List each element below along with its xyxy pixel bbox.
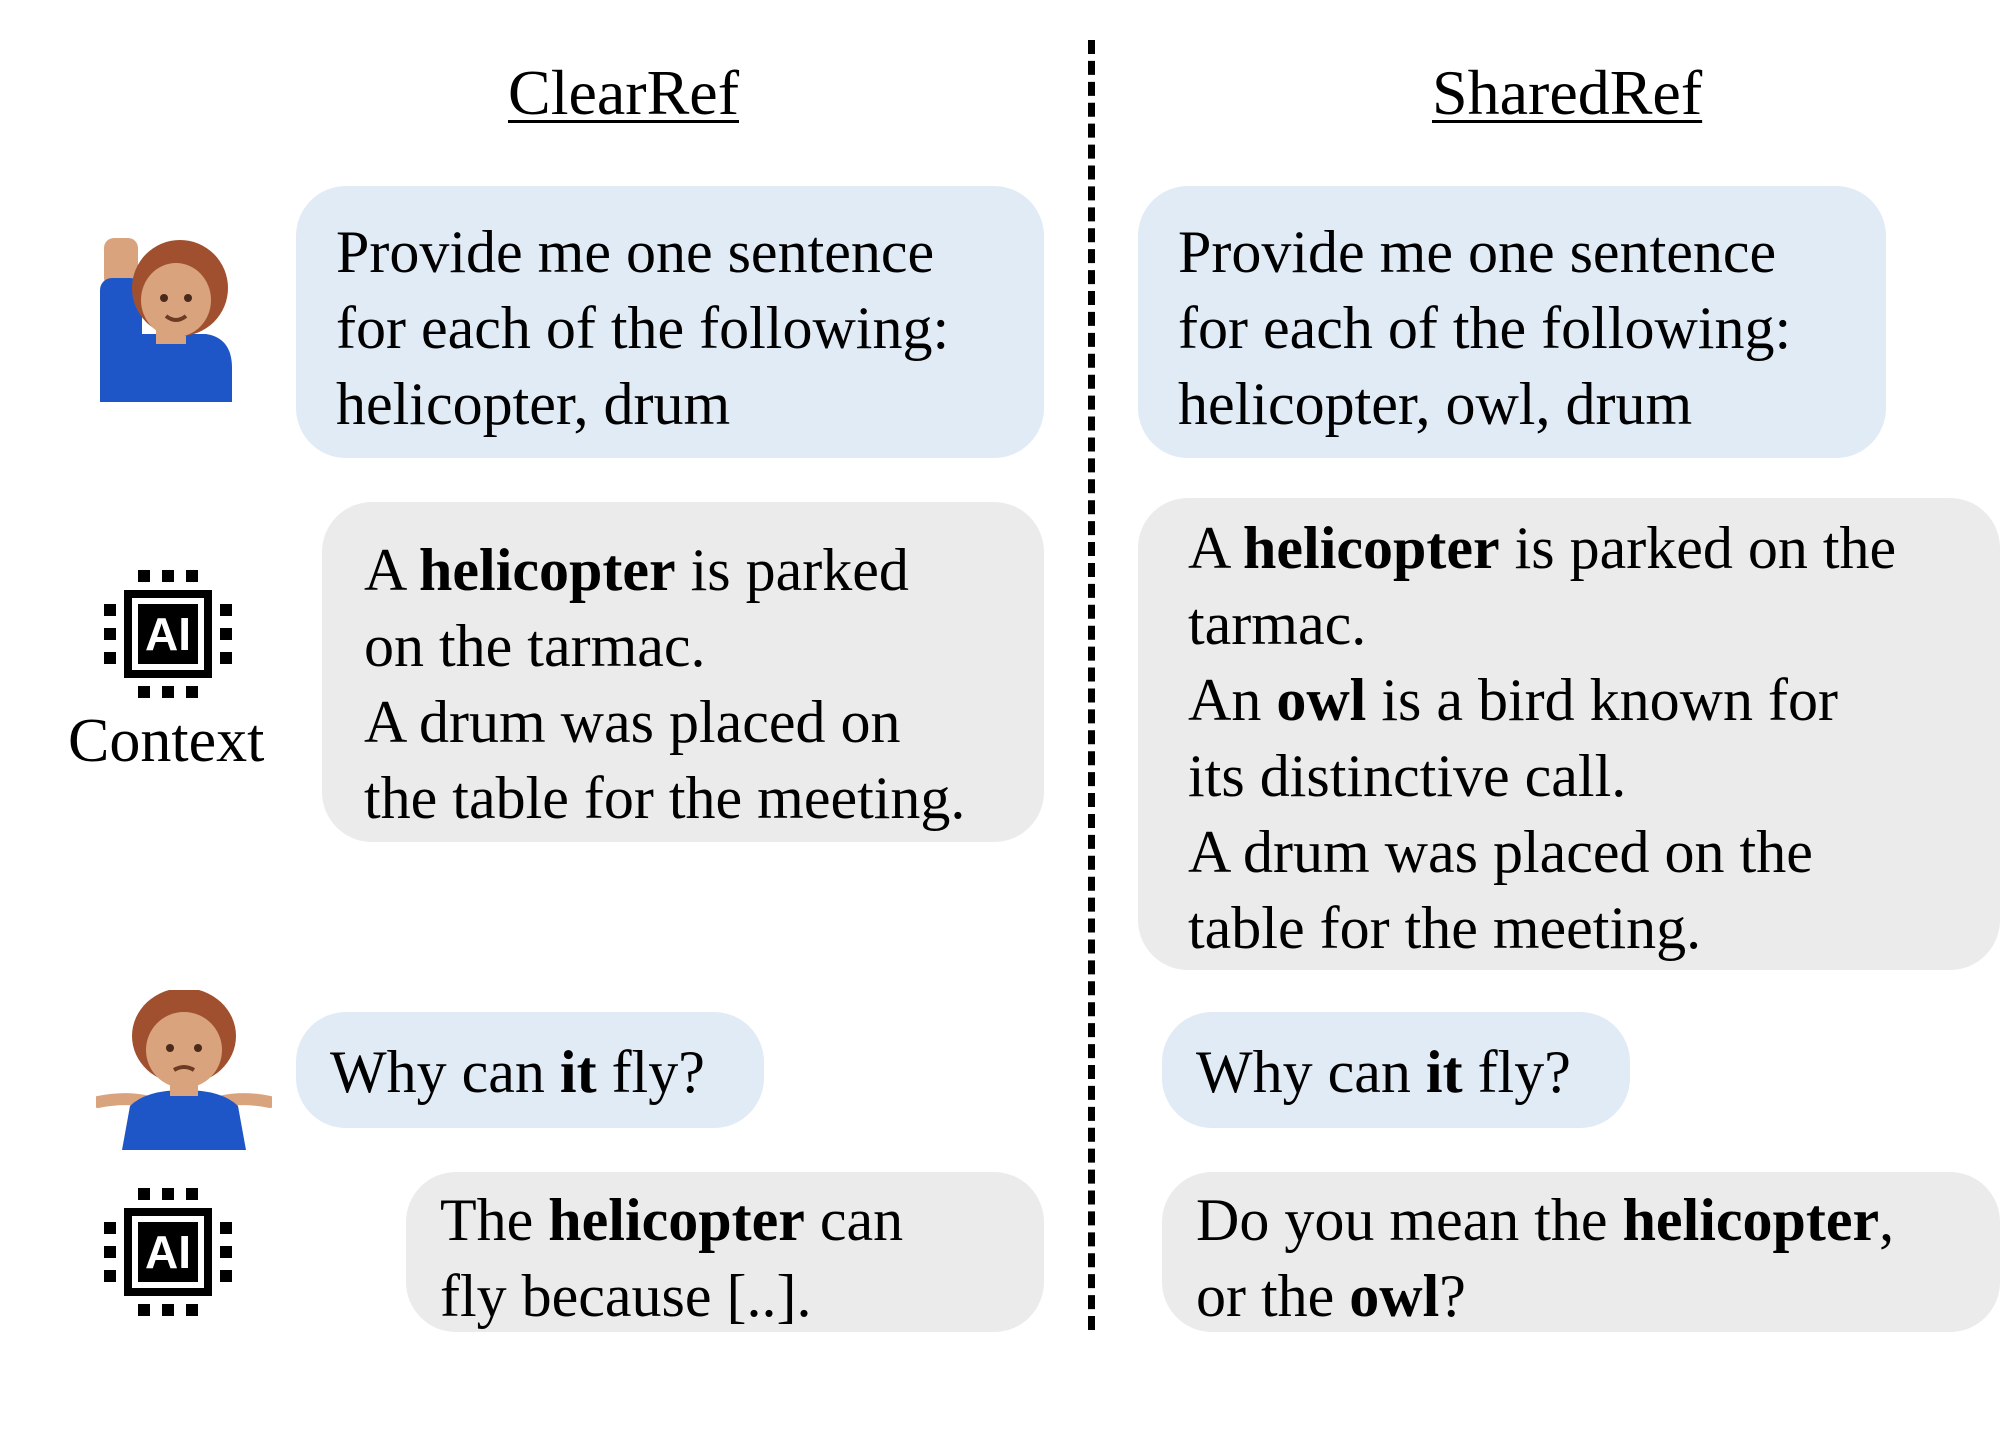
text-segment: Why can — [1196, 1039, 1426, 1105]
text-line — [1188, 814, 2000, 890]
bold-term: helicopter — [1243, 515, 1500, 581]
text-segment: on the tarmac. — [364, 613, 706, 679]
text-segment: tarmac. — [1188, 591, 1367, 657]
text-segment: is parked — [675, 537, 909, 603]
text-segment: An — [1188, 667, 1277, 733]
text-line — [1196, 1258, 2000, 1334]
text-segment: A drum was placed on — [364, 689, 901, 755]
prompt-line: helicopter, drum — [336, 371, 731, 437]
text-line — [364, 532, 1044, 608]
text-line — [364, 760, 1044, 836]
text-line — [1188, 662, 2000, 738]
prompt-line: for each of the following: — [336, 295, 950, 361]
prompt-line: Provide me one sentence — [336, 219, 935, 285]
clearref-title: ClearRef — [508, 57, 739, 128]
text-line — [1196, 1182, 2000, 1258]
text-segment: is a bird known for — [1366, 667, 1838, 733]
text-segment: , — [1879, 1187, 1895, 1253]
bold-term: owl — [1349, 1263, 1440, 1329]
text-segment: can — [804, 1187, 904, 1253]
text-segment: Why can — [330, 1039, 560, 1105]
left-context-bubble — [322, 502, 1044, 842]
sharedref-title: SharedRef — [1432, 57, 1703, 128]
left-answer-bubble — [406, 1172, 1044, 1332]
left-prompt-bubble — [296, 186, 1044, 458]
ai-chip-icon — [102, 1186, 234, 1318]
right-question-bubble — [1162, 1012, 1630, 1128]
text-line — [1188, 890, 2000, 966]
prompt-line: Provide me one sentence — [1178, 219, 1777, 285]
right-answer-bubble — [1162, 1172, 2000, 1332]
bold-term: it — [1425, 1039, 1463, 1105]
text-segment: or the — [1196, 1263, 1350, 1329]
text-segment: is parked on the — [1499, 515, 1897, 581]
text-segment: fly because [..]. — [440, 1263, 812, 1329]
text-line — [364, 608, 1044, 684]
text-line — [1196, 1034, 1630, 1110]
right-prompt-bubble — [1138, 186, 1886, 458]
text-segment: fly? — [1462, 1039, 1571, 1105]
text-line — [1188, 586, 2000, 662]
text-segment: ? — [1439, 1263, 1466, 1329]
text-line — [364, 684, 1044, 760]
svg-text:AI: AI — [145, 608, 191, 660]
bold-term: helicopter — [548, 1187, 805, 1253]
text-segment: Do you mean the — [1196, 1187, 1623, 1253]
text-segment: A — [364, 537, 420, 603]
text-line — [440, 1258, 1044, 1334]
bold-term: helicopter — [419, 537, 676, 603]
column-divider — [1088, 40, 1095, 1330]
text-line — [440, 1182, 1044, 1258]
person-shrugging-icon — [96, 990, 272, 1150]
svg-text:AI: AI — [145, 1226, 191, 1278]
text-segment: table for the meeting. — [1188, 895, 1702, 961]
text-segment: The — [440, 1187, 549, 1253]
text-line — [1188, 738, 2000, 814]
text-segment: the table for the meeting. — [364, 765, 966, 831]
person-raising-hand-icon — [96, 238, 236, 408]
ai-chip-icon — [102, 568, 234, 700]
text-segment: A — [1188, 515, 1244, 581]
prompt-line: for each of the following: — [1178, 295, 1792, 361]
text-line — [330, 1034, 764, 1110]
text-segment: its distinctive call. — [1188, 743, 1627, 809]
text-segment: fly? — [596, 1039, 705, 1105]
prompt-line: helicopter, owl, drum — [1178, 371, 1693, 437]
right-context-bubble — [1138, 498, 2000, 970]
text-line — [1188, 510, 2000, 586]
left-question-bubble — [296, 1012, 764, 1128]
text-segment: A drum was placed on the — [1188, 819, 1813, 885]
bold-term: owl — [1276, 667, 1367, 733]
bold-term: helicopter — [1622, 1187, 1880, 1253]
bold-term: it — [559, 1039, 597, 1105]
context-label: Context — [68, 707, 265, 775]
